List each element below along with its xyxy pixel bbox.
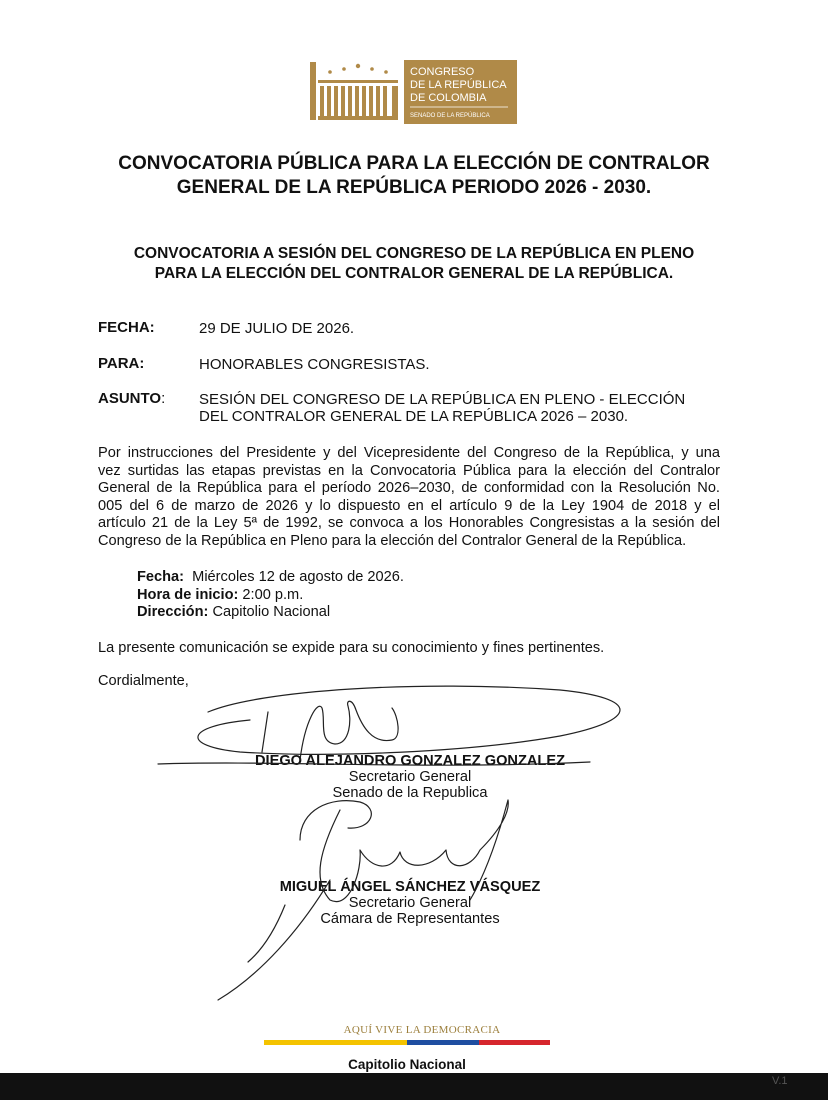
signatory-1-role: Secretario General bbox=[348, 769, 472, 785]
body-line: Congreso de la República en Pleno para la elección del Contralor General de la República. bbox=[98, 532, 687, 549]
flag-blue bbox=[407, 1040, 479, 1045]
asunto-line1: SESIÓN DEL CONGRESO DE LA REPÚBLICA EN PLENO - ELECCIÓN bbox=[199, 391, 686, 408]
title-line2: GENERAL DE LA REPÚBLICA PERIODO 2026 - 2030. bbox=[176, 177, 652, 198]
title-line1: CONVOCATORIA PÚBLICA PARA LA ELECCIÓN DE CONTRALOR bbox=[118, 153, 710, 174]
signatory-1-name: DIEGO ALEJANDRO GONZALEZ GONZALEZ bbox=[255, 753, 565, 769]
signatory-1-entity: Senado de la Republica bbox=[332, 785, 488, 801]
subtitle-line1: CONVOCATORIA A SESIÓN DEL CONGRESO DE LA REPÚBLICA EN PLENO bbox=[133, 245, 695, 262]
version-label: V.1 bbox=[772, 1075, 788, 1087]
para-label: PARA: bbox=[98, 355, 145, 372]
salutation: Cordialmente, bbox=[98, 673, 189, 689]
flag-color-bar bbox=[264, 1040, 550, 1045]
flag-yellow bbox=[264, 1040, 407, 1045]
flag-red bbox=[479, 1040, 550, 1045]
body-line: 005 del 6 de marzo de 2026 y lo dispuesto en el artículo 9 de la Ley 1904 de 2018 y el bbox=[98, 497, 720, 514]
logo-line2: DE LA REPÚBLICA bbox=[410, 79, 507, 91]
logo-line4: SENADO DE LA REPÚBLICA bbox=[410, 113, 490, 119]
bottom-bar bbox=[0, 1073, 828, 1100]
body-line: Por instrucciones del Presidente y del Vicepresidente del Congreso de la República, y una bbox=[98, 445, 720, 461]
signatory-2-role: Secretario General bbox=[348, 895, 472, 911]
signatory-2-entity: Cámara de Representantes bbox=[320, 911, 500, 927]
signatory-1 bbox=[220, 753, 600, 801]
asunto-label-text: ASUNTO bbox=[98, 390, 162, 407]
asunto-colon: : bbox=[161, 390, 166, 407]
session-direccion-label: Dirección: bbox=[137, 604, 209, 621]
footer-place: Capitolio Nacional bbox=[348, 1057, 466, 1072]
document-subtitle bbox=[60, 244, 768, 284]
fecha-value: 29 DE JULIO DE 2026. bbox=[199, 320, 355, 337]
session-fecha-label: Fecha: bbox=[137, 569, 185, 585]
session-hora-label: Hora de inicio: bbox=[137, 586, 239, 603]
document-title bbox=[60, 152, 768, 200]
session-direccion-value: Capitolio Nacional bbox=[212, 604, 331, 621]
session-info bbox=[137, 569, 404, 622]
body-line: General de la República para el período 2026–2030, de conformidad con la Resolución No. bbox=[98, 480, 720, 497]
closing-text: La presente comunicación se expide para su conocimiento y fines pertinentes. bbox=[98, 640, 605, 656]
session-fecha-value: Miércoles 12 de agosto de 2026. bbox=[192, 569, 404, 585]
asunto-line2: DEL CONTRALOR GENERAL DE LA REPÚBLICA 2026 – 2030. bbox=[199, 408, 629, 425]
asunto-label bbox=[98, 390, 165, 407]
asunto-value bbox=[199, 391, 685, 425]
footer-motto: AQUÍ VIVE LA DEMOCRACIA bbox=[343, 1024, 501, 1036]
subtitle-line2: PARA LA ELECCIÓN DEL CONTRALOR GENERAL DE LA REPÚBLICA. bbox=[154, 265, 674, 282]
congress-logo bbox=[310, 60, 517, 124]
fecha-label: FECHA: bbox=[98, 319, 155, 336]
signatory-2 bbox=[220, 879, 600, 927]
body-paragraph bbox=[98, 445, 720, 551]
logo-line3: DE COLOMBIA bbox=[410, 92, 487, 104]
body-line: artículo 21 de la Ley 5ª de 1992, se convoca a los Honorables Congresistas a la sesión del bbox=[98, 515, 720, 532]
capitol-emblem-icon bbox=[310, 62, 398, 120]
para-value: HONORABLES CONGRESISTAS. bbox=[199, 356, 430, 373]
signatory-2-name: MIGUEL ÁNGEL SÁNCHEZ VÁSQUEZ bbox=[279, 879, 541, 895]
session-hora-value: 2:00 p.m. bbox=[242, 586, 304, 603]
body-line: vez surtidas las etapas previstas en la Convocatoria Pública para la elección del Contralor bbox=[98, 462, 720, 479]
logo-line1: CONGRESO bbox=[410, 66, 475, 78]
